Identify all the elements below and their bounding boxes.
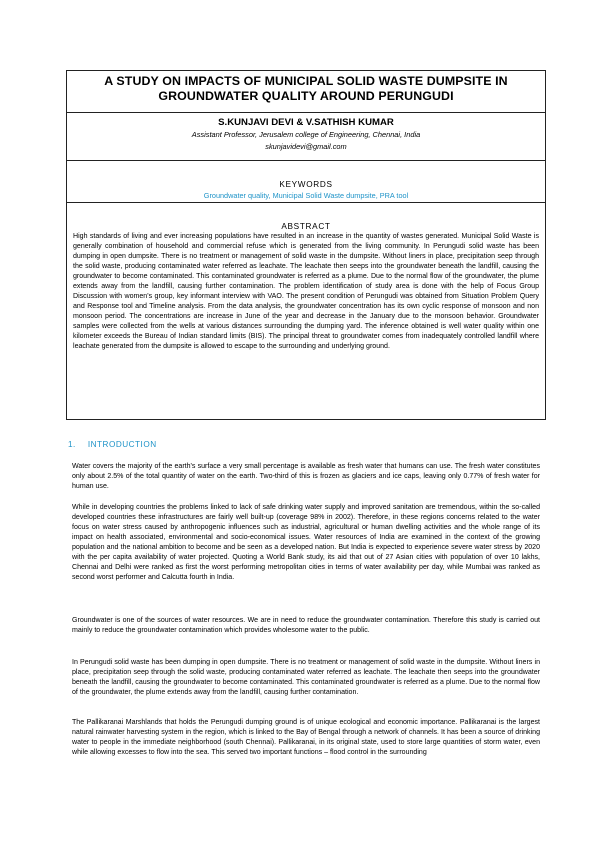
abstract-text: High standards of living and ever increasing populations have resulted in an increase in the quantity of wastes generated. Municipal Solid Waste is generally combination of household and commercial refuse which is generated from the living community. In Perungudi solid waste has been dumping in open dumpsite. There is no treatment or management of solid waste in the dumpsite. Without liners in place, precipitation seep through the solid waste, producing contaminated water referred as leachate. The leachate then seeps into the groundwater beneath the landfill, causing the groundwater to become contaminated. This contaminated groundwater is referred as a plume. Due to the normal flow of the groundwater, the plume extends away from the landfill, causing further contamination. The problem identification of study area is done with the help of Focus Group Discussion with women's group, key informant interview with VAO. The present condition of Perungudi was obtained from Situation Problem Query and Response tool and Timeline analysis. From the data analysis, the groundwater concentration has its own cyclic response of monsoon and non monsoon period. The concentrations are increase in June of the year and decrease in the January due to the monsoon behavior. Groundwater samples were collected from the wells at various distances surrounding the dumping yard. The inference obtained is well water quality within one kilometer exceeds the Bureau of Indian standard limits (BIS). The principal threat to groundwater comes from inadequately controlled landfill where leachate generated from the dumpsite is allowed to escape to the surrounding and underlying ground. bbox=[73, 233, 539, 350]
abstract-heading: ABSTRACT bbox=[281, 222, 331, 231]
paragraph-5: The Pallikaranai Marshlands that holds the Perungudi dumping ground is of unique ecological and economic importance. Pallikaranai is the largest natural rainwater harvesting system in the region, which is linked to the Bay of Bengal through a network of channels. It has been a source of drinking water to people in the immediate neighborhood (south Chennai). Pallikaranai, in its original state, used to store large quantities of storm water, even while allowing excesses to flow into the sea. This served two important functions – flood control in the surrounding bbox=[72, 719, 540, 756]
keywords-text: Groundwater quality, Municipal Solid Waste dumpsite, PRA tool bbox=[203, 191, 409, 200]
keywords-heading: KEYWORDS bbox=[279, 180, 333, 189]
section-title: INTRODUCTION bbox=[87, 440, 157, 449]
paragraph-1: Water covers the majority of the earth's surface a very small percentage is available as fresh water that humans can use. The fresh water constitutes only about 2.5% of the total quantity of water on the earth. Two-third of this is frozen as glaciers and ice caps, leaving only 0.77% of fresh water for human use. bbox=[72, 463, 540, 490]
title-box bbox=[66, 70, 546, 113]
authors-box bbox=[66, 112, 546, 161]
paper-authors: S.KUNJAVI DEVI & V.SATHISH KUMAR bbox=[218, 117, 394, 128]
paragraph-4: In Perungudi solid waste has been dumping in open dumpsite. There is no treatment or management of solid waste in the dumpsite. Without liners in place, precipitation seep through the solid waste, producing contaminated water referred as leachate. The leachate then seeps into the groundwater beneath the landfill, causing the groundwater to become contaminated. This contaminated groundwater is referred as a plume. Due to the normal flow of the groundwater, the plume extends away from the landfill, causing further contamination. bbox=[72, 659, 540, 696]
section-heading bbox=[68, 440, 157, 449]
paragraph-2: While in developing countries the problems linked to lack of safe drinking water supply and improved sanitation are tremendous, within the so-called developed countries these infrastructures are fairly well built-up (coverage 98% in 2002). Therefore, in these regions concerns related to the water focus on water stress caused by anthropogenic influences such as industrial, agricultural or human dwelling activities and the whole range of its impact on health associated, environmental and socio-economical issues. Water resources of India are examined in the context of the growing population and the national ambition to become and be seen as a developed nation. But India is expected to experience severe water stress by 2020 with the per capita availability of water projected. Quoting a World Bank study, its aid that out of 27 Asian cities with population of over 10 lakhs, Chennai and Delhi were ranked as first the worst performing metropolitan cities in terms of water availability per day, while Mumbai was ranked as second worst performer and Calcutta fourth in India. bbox=[72, 504, 540, 581]
paper-title: A STUDY ON IMPACTS OF MUNICIPAL SOLID WASTE DUMPSITE IN GROUNDWATER QUALITY AROUND PERUNGUDI bbox=[104, 74, 508, 103]
paragraph-3: Groundwater is one of the sources of water resources. We are in need to reduce the groundwater contamination. Therefore this study is carried out mainly to reduce the groundwater contamination which provides wholesome water to the public. bbox=[72, 617, 540, 634]
abstract-box bbox=[66, 202, 546, 420]
section-number: 1. bbox=[68, 440, 76, 449]
keywords-box bbox=[66, 160, 546, 203]
author-affiliation: Assistant Professor, Jerusalem college of Engineering, Chennai, India bbox=[191, 130, 421, 139]
author-email: skunjavidevi@gmail.com bbox=[265, 142, 347, 151]
